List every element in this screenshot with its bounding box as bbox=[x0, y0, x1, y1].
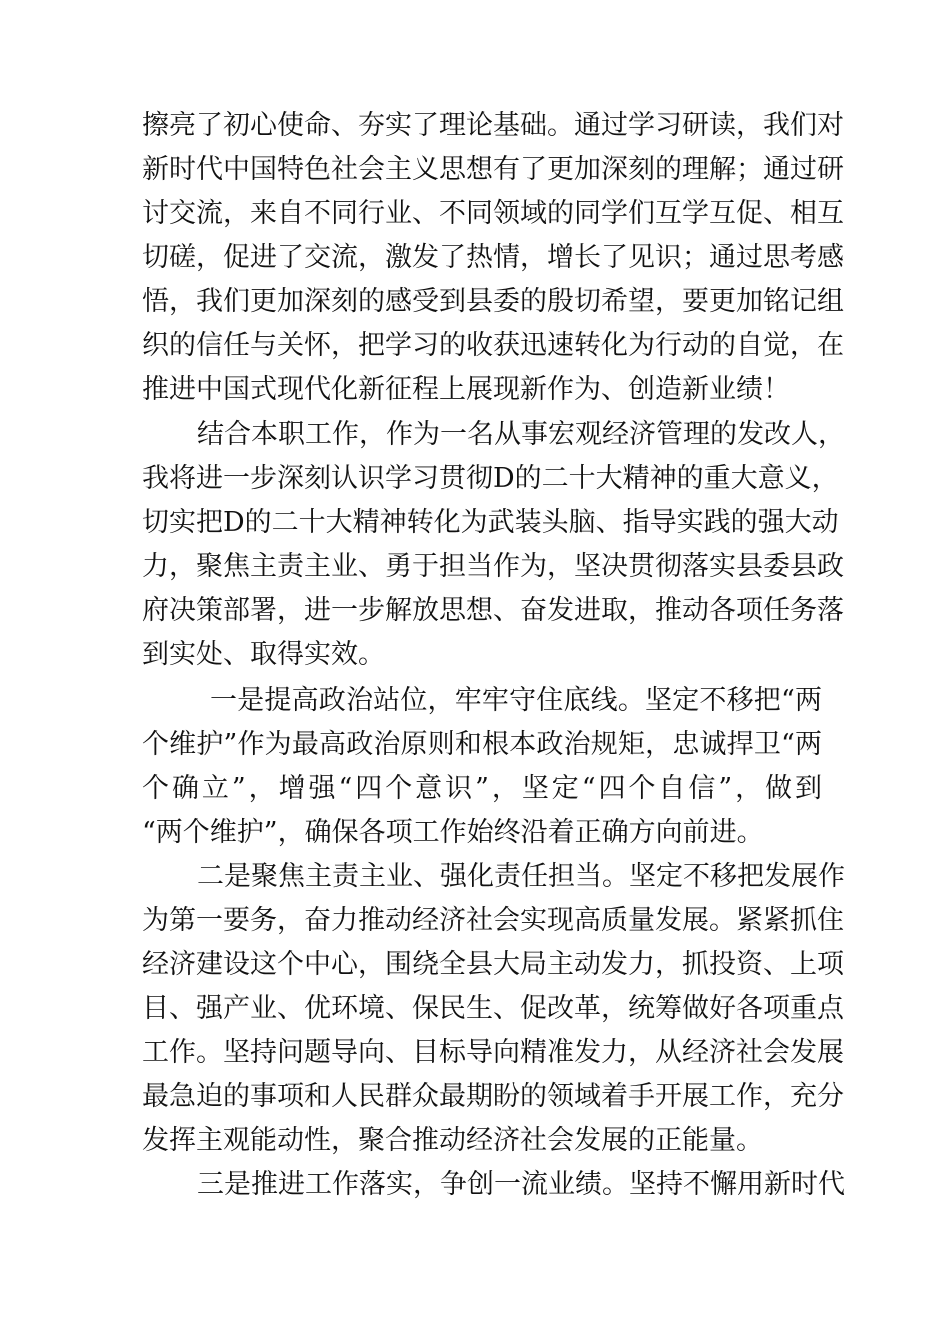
paragraph-3-line-3: 个确立”，增强“四个意识”，坚定“四个自信”，做到 bbox=[142, 773, 822, 804]
paragraph-4-line-5: 工作。坚持问题导向、目标导向精准发力，从经济社会发展 bbox=[142, 1037, 844, 1068]
paragraph-1-line-1: 擦亮了初心使命、夯实了理论基础。通过学习研读，我们对 bbox=[142, 110, 844, 141]
paragraph-4-line-2: 为第一要务，奋力推动经济社会实现高质量发展。紧紧抓住 bbox=[142, 905, 844, 936]
paragraph-4-line-7: 发挥主观能动性，聚合推动经济社会发展的正能量。 bbox=[142, 1125, 763, 1156]
paragraph-4-line-6: 最急迫的事项和人民群众最期盼的领域着手开展工作，充分 bbox=[142, 1081, 844, 1112]
paragraph-2-line-1: 结合本职工作，作为一名从事宏观经济管理的发改人， bbox=[197, 419, 845, 450]
paragraph-3-line-4: “两个维护”，确保各项工作始终沿着正确方向前进。 bbox=[142, 817, 764, 848]
paragraph-1-line-6: 织的信任与关怀，把学习的收获迅速转化为行动的自觉，在 bbox=[142, 330, 844, 361]
paragraph-4-line-4: 目、强产业、优环境、保民生、促改革，统筹做好各项重点 bbox=[142, 993, 844, 1024]
paragraph-4-line-3: 经济建设这个中心，围绕全县大局主动发力，抓投资、上项 bbox=[142, 949, 844, 980]
paragraph-1-line-7: 推进中国式现代化新征程上展现新作为、创造新业绩！ bbox=[142, 374, 790, 405]
paragraph-2-line-3: 切实把D的二十大精神转化为武装头脑、指导实践的强大动 bbox=[142, 507, 839, 538]
paragraph-1-line-2: 新时代中国特色社会主义思想有了更加深刻的理解；通过研 bbox=[142, 154, 844, 185]
paragraph-2-line-5: 府决策部署，进一步解放思想、奋发进取，推动各项任务落 bbox=[142, 595, 844, 626]
paragraph-1-line-5: 悟，我们更加深刻的感受到县委的殷切希望，要更加铭记组 bbox=[142, 286, 844, 317]
paragraph-3-line-1: 一是提高政治站位，牢牢守住底线。坚定不移把“两 bbox=[210, 685, 822, 716]
paragraph-3-line-2: 个维护”作为最高政治原则和根本政治规矩，忠诚捍卫“两 bbox=[142, 729, 822, 760]
paragraph-4-line-1: 二是聚焦主责主业、强化责任担当。坚定不移把发展作 bbox=[197, 861, 845, 892]
paragraph-1-line-4: 切磋，促进了交流，激发了热情，增长了见识；通过思考感 bbox=[142, 242, 844, 273]
paragraph-2-line-2: 我将进一步深刻认识学习贯彻D的二十大精神的重大意义， bbox=[142, 463, 839, 494]
paragraph-5-line-1: 三是推进工作落实，争创一流业绩。坚持不懈用新时代 bbox=[197, 1169, 845, 1200]
paragraph-2-line-6: 到实处、取得实效。 bbox=[142, 639, 385, 670]
paragraph-2-line-4: 力，聚焦主责主业、勇于担当作为，坚决贯彻落实县委县政 bbox=[142, 551, 844, 582]
paragraph-1-line-3: 讨交流，来自不同行业、不同领域的同学们互学互促、相互 bbox=[142, 198, 844, 229]
